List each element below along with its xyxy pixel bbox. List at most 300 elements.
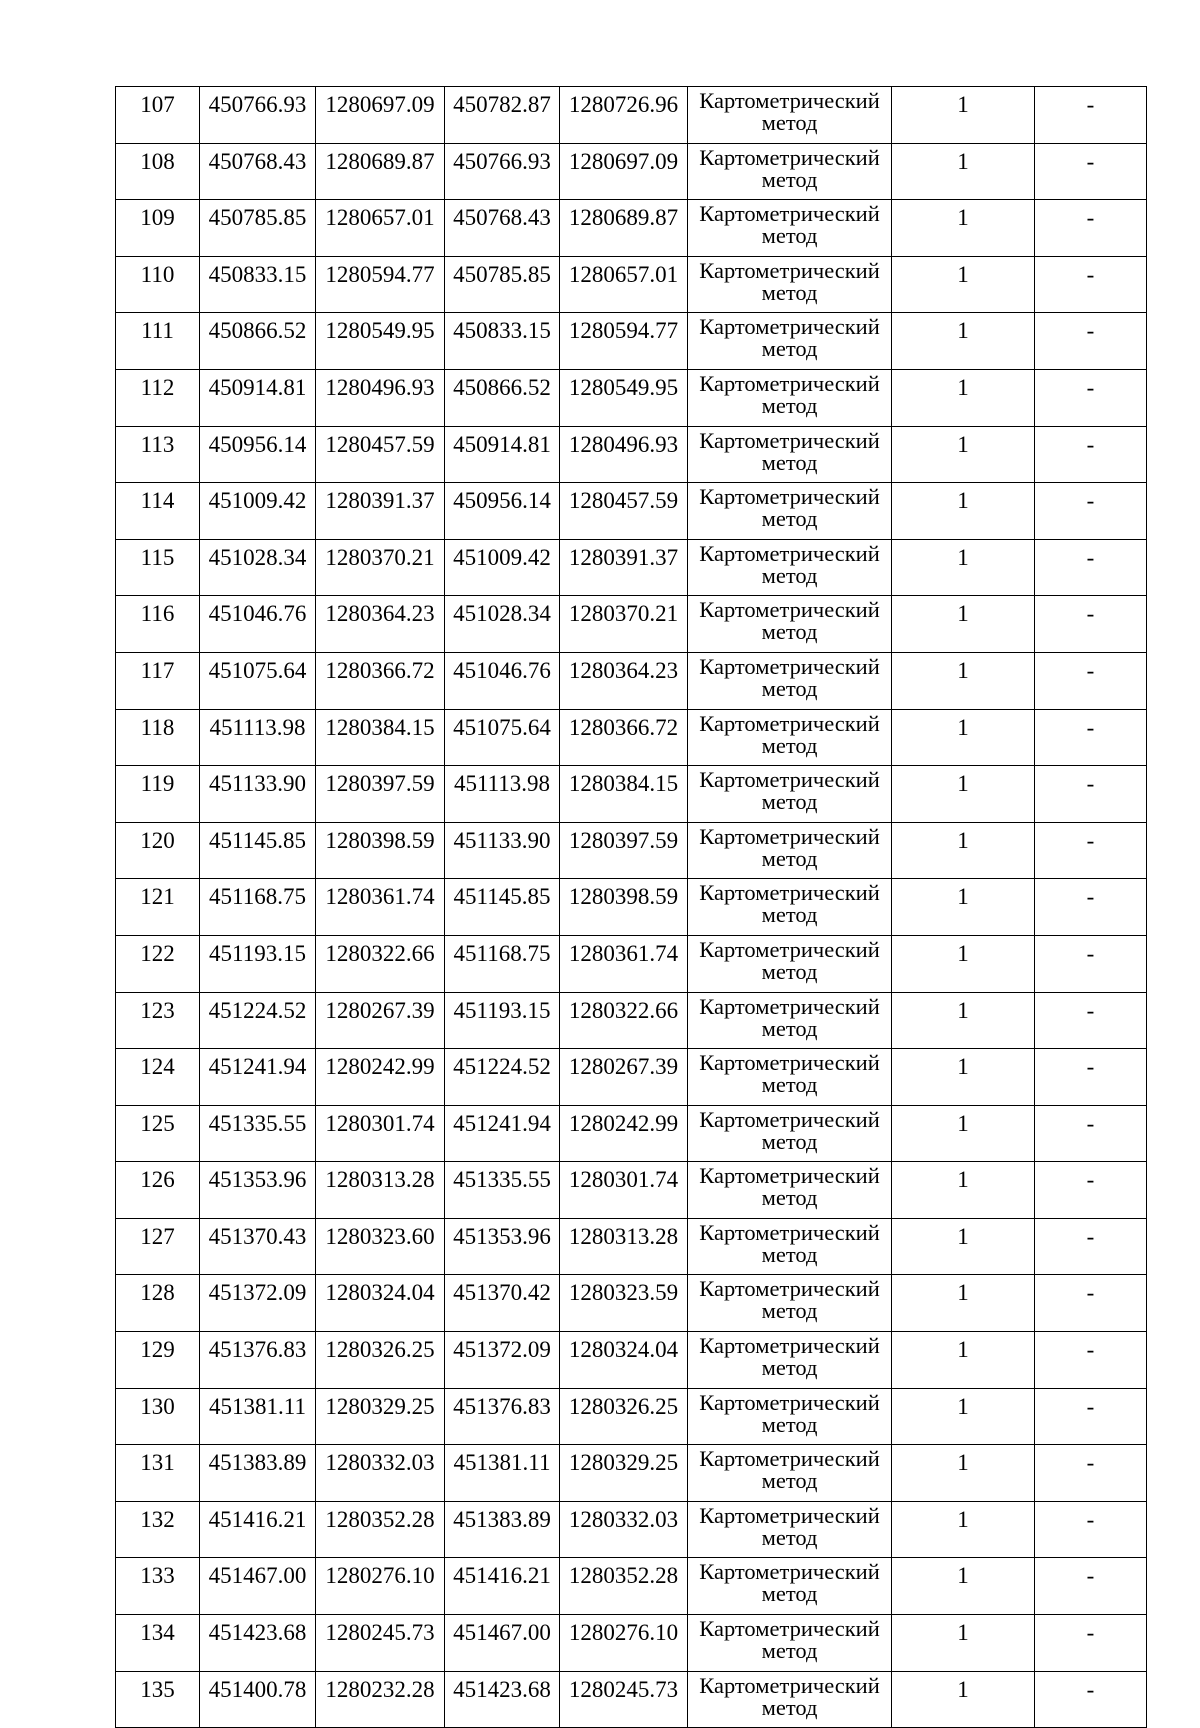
point-number-cell: 107 (116, 87, 200, 144)
table-row (116, 1162, 1147, 1219)
point-number-cell: 125 (116, 1105, 200, 1162)
table-row (116, 822, 1147, 879)
method-line-1: Картометрический (699, 201, 880, 227)
method-line-1: Картометрический (699, 314, 880, 340)
point-number-cell: 118 (116, 709, 200, 766)
point-number-cell: 113 (116, 426, 200, 483)
prev-x-coordinate-cell: 451168.75 (445, 935, 560, 992)
method-line-2: метод (761, 1524, 818, 1550)
description-cell: - (1035, 539, 1147, 596)
method-line-1: Картометрический (699, 1163, 880, 1189)
precision-cell: 1 (892, 539, 1035, 596)
description-cell: - (1035, 1332, 1147, 1389)
prev-y-coordinate-cell: 1280370.21 (560, 596, 688, 653)
x-coordinate-cell: 450768.43 (200, 143, 316, 200)
prev-y-coordinate-cell: 1280657.01 (560, 256, 688, 313)
x-coordinate-cell: 451383.89 (200, 1445, 316, 1502)
method-line-2: метод (761, 902, 818, 928)
y-coordinate-cell: 1280242.99 (316, 1049, 445, 1106)
method-line-2: метод (761, 1411, 818, 1437)
description-cell: - (1035, 1105, 1147, 1162)
method-line-1: Картометрический (699, 540, 880, 566)
prev-x-coordinate-cell: 451370.42 (445, 1275, 560, 1332)
point-number-cell: 114 (116, 483, 200, 540)
table-row (116, 313, 1147, 370)
x-coordinate-cell: 451133.90 (200, 766, 316, 823)
method-line-2: метод (761, 562, 818, 588)
precision-cell: 1 (892, 1388, 1035, 1445)
description-cell: - (1035, 1558, 1147, 1615)
prev-x-coordinate-cell: 451224.52 (445, 1049, 560, 1106)
table-row (116, 992, 1147, 1049)
method-line-2: метод (761, 845, 818, 871)
prev-x-coordinate-cell: 451416.21 (445, 1558, 560, 1615)
precision-cell: 1 (892, 935, 1035, 992)
x-coordinate-cell: 451113.98 (200, 709, 316, 766)
method-line-2: метод (761, 110, 818, 135)
method-line-2: метод (761, 1468, 818, 1494)
method-line-1: Картометрический (699, 653, 880, 679)
method-cell (688, 483, 892, 540)
y-coordinate-cell: 1280301.74 (316, 1105, 445, 1162)
prev-y-coordinate-cell: 1280332.03 (560, 1501, 688, 1558)
method-cell (688, 1388, 892, 1445)
y-coordinate-cell: 1280370.21 (316, 539, 445, 596)
x-coordinate-cell: 451145.85 (200, 822, 316, 879)
method-line-1: Картометрический (699, 1219, 880, 1245)
method-cell (688, 256, 892, 313)
x-coordinate-cell: 450866.52 (200, 313, 316, 370)
table-row (116, 1049, 1147, 1106)
prev-y-coordinate-cell: 1280352.28 (560, 1558, 688, 1615)
y-coordinate-cell: 1280361.74 (316, 879, 445, 936)
method-cell (688, 1105, 892, 1162)
y-coordinate-cell: 1280364.23 (316, 596, 445, 653)
method-line-1: Картометрический (699, 1502, 880, 1528)
y-coordinate-cell: 1280324.04 (316, 1275, 445, 1332)
prev-x-coordinate-cell: 450782.87 (445, 87, 560, 144)
y-coordinate-cell: 1280689.87 (316, 143, 445, 200)
prev-x-coordinate-cell: 451193.15 (445, 992, 560, 1049)
method-line-1: Картометрический (699, 1389, 880, 1415)
method-line-1: Картометрический (699, 1446, 880, 1472)
precision-cell: 1 (892, 1671, 1035, 1728)
y-coordinate-cell: 1280697.09 (316, 87, 445, 144)
method-cell (688, 539, 892, 596)
table-row (116, 879, 1147, 936)
y-coordinate-cell: 1280326.25 (316, 1332, 445, 1389)
description-cell: - (1035, 369, 1147, 426)
prev-y-coordinate-cell: 1280549.95 (560, 369, 688, 426)
precision-cell: 1 (892, 879, 1035, 936)
y-coordinate-cell: 1280398.59 (316, 822, 445, 879)
point-number-cell: 135 (116, 1671, 200, 1728)
description-cell: - (1035, 935, 1147, 992)
x-coordinate-cell: 451028.34 (200, 539, 316, 596)
method-line-2: метод (761, 675, 818, 701)
method-line-1: Картометрический (699, 1672, 880, 1698)
x-coordinate-cell: 451224.52 (200, 992, 316, 1049)
point-number-cell: 124 (116, 1049, 200, 1106)
prev-x-coordinate-cell: 451381.11 (445, 1445, 560, 1502)
x-coordinate-cell: 450766.93 (200, 87, 316, 144)
method-line-2: метод (761, 1128, 818, 1154)
table-row (116, 935, 1147, 992)
prev-y-coordinate-cell: 1280324.04 (560, 1332, 688, 1389)
method-line-1: Картометрический (699, 710, 880, 736)
method-line-2: метод (761, 1015, 818, 1041)
description-cell: - (1035, 1275, 1147, 1332)
method-cell (688, 652, 892, 709)
table-row (116, 1445, 1147, 1502)
point-number-cell: 119 (116, 766, 200, 823)
prev-y-coordinate-cell: 1280301.74 (560, 1162, 688, 1219)
description-cell: - (1035, 879, 1147, 936)
table-row (116, 256, 1147, 313)
table-row (116, 1671, 1147, 1728)
x-coordinate-cell: 451423.68 (200, 1615, 316, 1672)
y-coordinate-cell: 1280397.59 (316, 766, 445, 823)
precision-cell: 1 (892, 369, 1035, 426)
table-row (116, 1218, 1147, 1275)
method-line-2: метод (761, 1581, 818, 1607)
description-cell: - (1035, 256, 1147, 313)
y-coordinate-cell: 1280384.15 (316, 709, 445, 766)
description-cell: - (1035, 313, 1147, 370)
y-coordinate-cell: 1280232.28 (316, 1671, 445, 1728)
method-line-2: метод (761, 1355, 818, 1381)
prev-x-coordinate-cell: 451133.90 (445, 822, 560, 879)
table-row (116, 426, 1147, 483)
point-number-cell: 131 (116, 1445, 200, 1502)
description-cell: - (1035, 200, 1147, 257)
prev-x-coordinate-cell: 451372.09 (445, 1332, 560, 1389)
method-cell (688, 1615, 892, 1672)
method-line-1: Картометрический (699, 1333, 880, 1359)
prev-y-coordinate-cell: 1280364.23 (560, 652, 688, 709)
x-coordinate-cell: 450833.15 (200, 256, 316, 313)
method-cell (688, 709, 892, 766)
table-row (116, 1105, 1147, 1162)
precision-cell: 1 (892, 313, 1035, 370)
point-number-cell: 134 (116, 1615, 200, 1672)
prev-x-coordinate-cell: 450866.52 (445, 369, 560, 426)
method-line-2: метод (761, 619, 818, 645)
point-number-cell: 111 (116, 313, 200, 370)
point-number-cell: 129 (116, 1332, 200, 1389)
description-cell: - (1035, 1388, 1147, 1445)
precision-cell: 1 (892, 709, 1035, 766)
point-number-cell: 133 (116, 1558, 200, 1615)
prev-x-coordinate-cell: 451383.89 (445, 1501, 560, 1558)
description-cell: - (1035, 143, 1147, 200)
x-coordinate-cell: 451168.75 (200, 879, 316, 936)
table-row (116, 1388, 1147, 1445)
method-line-2: метод (761, 336, 818, 362)
table-row (116, 200, 1147, 257)
y-coordinate-cell: 1280457.59 (316, 426, 445, 483)
description-cell: - (1035, 1218, 1147, 1275)
table-row (116, 709, 1147, 766)
description-cell: - (1035, 709, 1147, 766)
prev-x-coordinate-cell: 451423.68 (445, 1671, 560, 1728)
method-line-1: Картометрический (699, 993, 880, 1019)
prev-y-coordinate-cell: 1280313.28 (560, 1218, 688, 1275)
method-line-2: метод (761, 506, 818, 532)
method-cell (688, 822, 892, 879)
y-coordinate-cell: 1280366.72 (316, 652, 445, 709)
description-cell: - (1035, 766, 1147, 823)
method-line-1: Картометрический (699, 427, 880, 453)
method-line-2: метод (761, 279, 818, 305)
table-body (116, 87, 1147, 1728)
method-cell (688, 1049, 892, 1106)
prev-y-coordinate-cell: 1280245.73 (560, 1671, 688, 1728)
prev-y-coordinate-cell: 1280322.66 (560, 992, 688, 1049)
prev-y-coordinate-cell: 1280329.25 (560, 1445, 688, 1502)
point-number-cell: 109 (116, 200, 200, 257)
method-line-2: метод (761, 958, 818, 984)
method-cell (688, 143, 892, 200)
x-coordinate-cell: 451372.09 (200, 1275, 316, 1332)
x-coordinate-cell: 451353.96 (200, 1162, 316, 1219)
precision-cell: 1 (892, 1445, 1035, 1502)
x-coordinate-cell: 451009.42 (200, 483, 316, 540)
coordinates-table (115, 86, 1147, 1728)
precision-cell: 1 (892, 1162, 1035, 1219)
table-row (116, 652, 1147, 709)
table-row (116, 766, 1147, 823)
method-line-1: Картометрический (699, 1559, 880, 1585)
description-cell: - (1035, 87, 1147, 144)
x-coordinate-cell: 450914.81 (200, 369, 316, 426)
method-line-2: метод (761, 1694, 818, 1720)
method-line-1: Картометрический (699, 257, 880, 283)
table-row (116, 143, 1147, 200)
x-coordinate-cell: 451416.21 (200, 1501, 316, 1558)
method-line-2: метод (761, 732, 818, 758)
method-cell (688, 1332, 892, 1389)
prev-x-coordinate-cell: 450914.81 (445, 426, 560, 483)
precision-cell: 1 (892, 992, 1035, 1049)
precision-cell: 1 (892, 1105, 1035, 1162)
x-coordinate-cell: 451376.83 (200, 1332, 316, 1389)
method-line-2: метод (761, 223, 818, 249)
method-cell (688, 1671, 892, 1728)
method-cell (688, 87, 892, 144)
method-cell (688, 766, 892, 823)
method-line-2: метод (761, 392, 818, 418)
prev-y-coordinate-cell: 1280726.96 (560, 87, 688, 144)
precision-cell: 1 (892, 256, 1035, 313)
method-line-1: Картометрический (699, 880, 880, 906)
prev-y-coordinate-cell: 1280276.10 (560, 1615, 688, 1672)
point-number-cell: 127 (116, 1218, 200, 1275)
precision-cell: 1 (892, 1501, 1035, 1558)
method-line-2: метод (761, 1638, 818, 1664)
method-cell (688, 1558, 892, 1615)
table-row (116, 1332, 1147, 1389)
y-coordinate-cell: 1280267.39 (316, 992, 445, 1049)
table-row (116, 596, 1147, 653)
x-coordinate-cell: 451193.15 (200, 935, 316, 992)
prev-y-coordinate-cell: 1280384.15 (560, 766, 688, 823)
description-cell: - (1035, 1615, 1147, 1672)
point-number-cell: 120 (116, 822, 200, 879)
method-line-1: Картометрический (699, 936, 880, 962)
description-cell: - (1035, 426, 1147, 483)
description-cell: - (1035, 652, 1147, 709)
prev-y-coordinate-cell: 1280496.93 (560, 426, 688, 483)
description-cell: - (1035, 992, 1147, 1049)
y-coordinate-cell: 1280352.28 (316, 1501, 445, 1558)
x-coordinate-cell: 451400.78 (200, 1671, 316, 1728)
method-cell (688, 879, 892, 936)
point-number-cell: 126 (116, 1162, 200, 1219)
method-line-1: Картометрический (699, 484, 880, 510)
prev-x-coordinate-cell: 451376.83 (445, 1388, 560, 1445)
precision-cell: 1 (892, 1332, 1035, 1389)
point-number-cell: 121 (116, 879, 200, 936)
y-coordinate-cell: 1280549.95 (316, 313, 445, 370)
method-cell (688, 1445, 892, 1502)
method-cell (688, 596, 892, 653)
method-line-2: метод (761, 166, 818, 192)
method-cell (688, 1275, 892, 1332)
precision-cell: 1 (892, 87, 1035, 144)
point-number-cell: 108 (116, 143, 200, 200)
method-cell (688, 426, 892, 483)
y-coordinate-cell: 1280276.10 (316, 1558, 445, 1615)
precision-cell: 1 (892, 483, 1035, 540)
prev-x-coordinate-cell: 450956.14 (445, 483, 560, 540)
point-number-cell: 115 (116, 539, 200, 596)
precision-cell: 1 (892, 200, 1035, 257)
prev-x-coordinate-cell: 451028.34 (445, 596, 560, 653)
description-cell: - (1035, 1445, 1147, 1502)
prev-x-coordinate-cell: 451241.94 (445, 1105, 560, 1162)
point-number-cell: 112 (116, 369, 200, 426)
method-line-1: Картометрический (699, 1106, 880, 1132)
prev-x-coordinate-cell: 451145.85 (445, 879, 560, 936)
prev-y-coordinate-cell: 1280594.77 (560, 313, 688, 370)
y-coordinate-cell: 1280245.73 (316, 1615, 445, 1672)
point-number-cell: 128 (116, 1275, 200, 1332)
prev-x-coordinate-cell: 451075.64 (445, 709, 560, 766)
method-line-1: Картометрический (699, 370, 880, 396)
point-number-cell: 117 (116, 652, 200, 709)
method-line-2: метод (761, 789, 818, 815)
precision-cell: 1 (892, 1275, 1035, 1332)
prev-y-coordinate-cell: 1280267.39 (560, 1049, 688, 1106)
prev-y-coordinate-cell: 1280398.59 (560, 879, 688, 936)
method-cell (688, 1218, 892, 1275)
prev-y-coordinate-cell: 1280391.37 (560, 539, 688, 596)
x-coordinate-cell: 451046.76 (200, 596, 316, 653)
prev-x-coordinate-cell: 450766.93 (445, 143, 560, 200)
description-cell: - (1035, 1049, 1147, 1106)
x-coordinate-cell: 451370.43 (200, 1218, 316, 1275)
precision-cell: 1 (892, 822, 1035, 879)
method-cell (688, 992, 892, 1049)
method-line-1: Картометрический (699, 823, 880, 849)
point-number-cell: 132 (116, 1501, 200, 1558)
prev-y-coordinate-cell: 1280457.59 (560, 483, 688, 540)
method-cell (688, 313, 892, 370)
prev-x-coordinate-cell: 450833.15 (445, 313, 560, 370)
method-line-1: Картометрический (699, 597, 880, 623)
point-number-cell: 123 (116, 992, 200, 1049)
method-line-1: Картометрический (699, 1276, 880, 1302)
y-coordinate-cell: 1280391.37 (316, 483, 445, 540)
precision-cell: 1 (892, 426, 1035, 483)
y-coordinate-cell: 1280313.28 (316, 1162, 445, 1219)
table-row (116, 369, 1147, 426)
y-coordinate-cell: 1280323.60 (316, 1218, 445, 1275)
table-row (116, 1558, 1147, 1615)
prev-x-coordinate-cell: 451335.55 (445, 1162, 560, 1219)
method-line-1: Картометрический (699, 88, 880, 113)
point-number-cell: 110 (116, 256, 200, 313)
method-cell (688, 200, 892, 257)
method-line-1: Картометрический (699, 1616, 880, 1642)
method-line-2: метод (761, 449, 818, 475)
table-row (116, 87, 1147, 144)
prev-y-coordinate-cell: 1280326.25 (560, 1388, 688, 1445)
method-cell (688, 369, 892, 426)
prev-x-coordinate-cell: 451113.98 (445, 766, 560, 823)
description-cell: - (1035, 483, 1147, 540)
table-row (116, 539, 1147, 596)
method-cell (688, 935, 892, 992)
prev-x-coordinate-cell: 451009.42 (445, 539, 560, 596)
precision-cell: 1 (892, 766, 1035, 823)
precision-cell: 1 (892, 596, 1035, 653)
prev-y-coordinate-cell: 1280366.72 (560, 709, 688, 766)
prev-y-coordinate-cell: 1280361.74 (560, 935, 688, 992)
prev-y-coordinate-cell: 1280689.87 (560, 200, 688, 257)
point-number-cell: 130 (116, 1388, 200, 1445)
y-coordinate-cell: 1280496.93 (316, 369, 445, 426)
method-line-1: Картометрический (699, 767, 880, 793)
description-cell: - (1035, 1501, 1147, 1558)
method-cell (688, 1162, 892, 1219)
y-coordinate-cell: 1280329.25 (316, 1388, 445, 1445)
description-cell: - (1035, 596, 1147, 653)
precision-cell: 1 (892, 1558, 1035, 1615)
prev-x-coordinate-cell: 450768.43 (445, 200, 560, 257)
precision-cell: 1 (892, 143, 1035, 200)
prev-y-coordinate-cell: 1280323.59 (560, 1275, 688, 1332)
method-line-2: метод (761, 1185, 818, 1211)
method-line-2: метод (761, 1241, 818, 1267)
precision-cell: 1 (892, 1049, 1035, 1106)
description-cell: - (1035, 1671, 1147, 1728)
prev-y-coordinate-cell: 1280242.99 (560, 1105, 688, 1162)
prev-x-coordinate-cell: 451353.96 (445, 1218, 560, 1275)
x-coordinate-cell: 451075.64 (200, 652, 316, 709)
y-coordinate-cell: 1280594.77 (316, 256, 445, 313)
x-coordinate-cell: 451467.00 (200, 1558, 316, 1615)
y-coordinate-cell: 1280332.03 (316, 1445, 445, 1502)
y-coordinate-cell: 1280322.66 (316, 935, 445, 992)
point-number-cell: 116 (116, 596, 200, 653)
precision-cell: 1 (892, 652, 1035, 709)
x-coordinate-cell: 451381.11 (200, 1388, 316, 1445)
table-row (116, 1501, 1147, 1558)
description-cell: - (1035, 1162, 1147, 1219)
method-line-1: Картометрический (699, 144, 880, 170)
